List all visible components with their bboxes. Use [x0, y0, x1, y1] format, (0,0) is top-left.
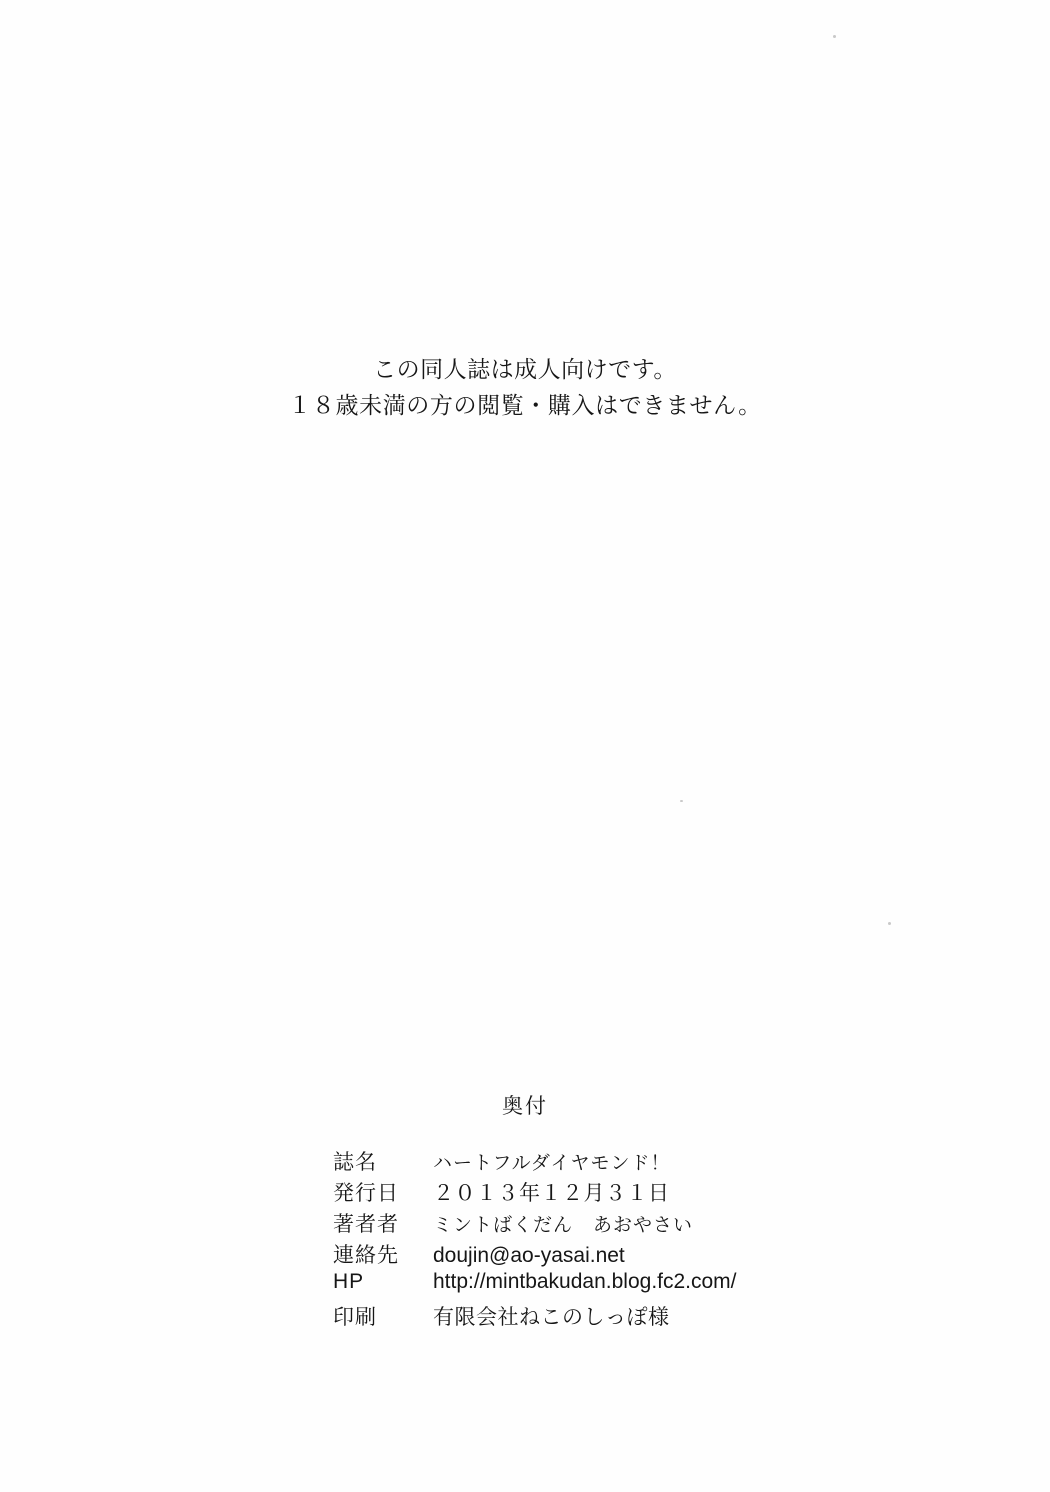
scan-speck [680, 800, 683, 802]
colophon-heading: 奥付 [502, 1095, 548, 1118]
colophon-row [333, 1270, 953, 1300]
colophon-row [333, 1239, 953, 1269]
colophon-label-contact: 連絡先 [333, 1244, 399, 1267]
age-notice-line-1: この同人誌は成人向けです。 [373, 356, 677, 382]
colophon-value-title: ハートフルダイヤモンド！ [433, 1153, 671, 1174]
colophon-value-date: ２０１３年１２月３１日 [433, 1182, 670, 1205]
colophon-table [333, 1146, 953, 1332]
scan-speck [888, 922, 891, 925]
colophon-label-hp: HP [333, 1270, 365, 1293]
colophon-value-printer: 有限会社ねこのしっぽ様 [433, 1306, 670, 1329]
colophon-row [333, 1146, 953, 1176]
age-notice-line-2: １８歳未満の方の閲覧・購入はできません。 [288, 391, 762, 418]
colophon-label-printer: 印刷 [333, 1306, 377, 1329]
colophon-label-date: 発行日 [333, 1182, 399, 1205]
age-restriction-notice [0, 352, 1050, 423]
colophon-row [333, 1177, 953, 1207]
colophon-label-author: 著者者 [333, 1213, 399, 1236]
colophon-row [333, 1301, 953, 1331]
colophon-value-homepage-url: http://mintbakudan.blog.fc2.com/ [433, 1270, 737, 1293]
scan-speck [833, 35, 836, 38]
colophon-value-contact-email: doujin@ao-yasai.net [433, 1244, 625, 1267]
colophon-value-author: ミントばくだん あおやさい [433, 1215, 694, 1236]
colophon-row [333, 1208, 953, 1238]
colophon-label-title: 誌名 [333, 1151, 377, 1174]
